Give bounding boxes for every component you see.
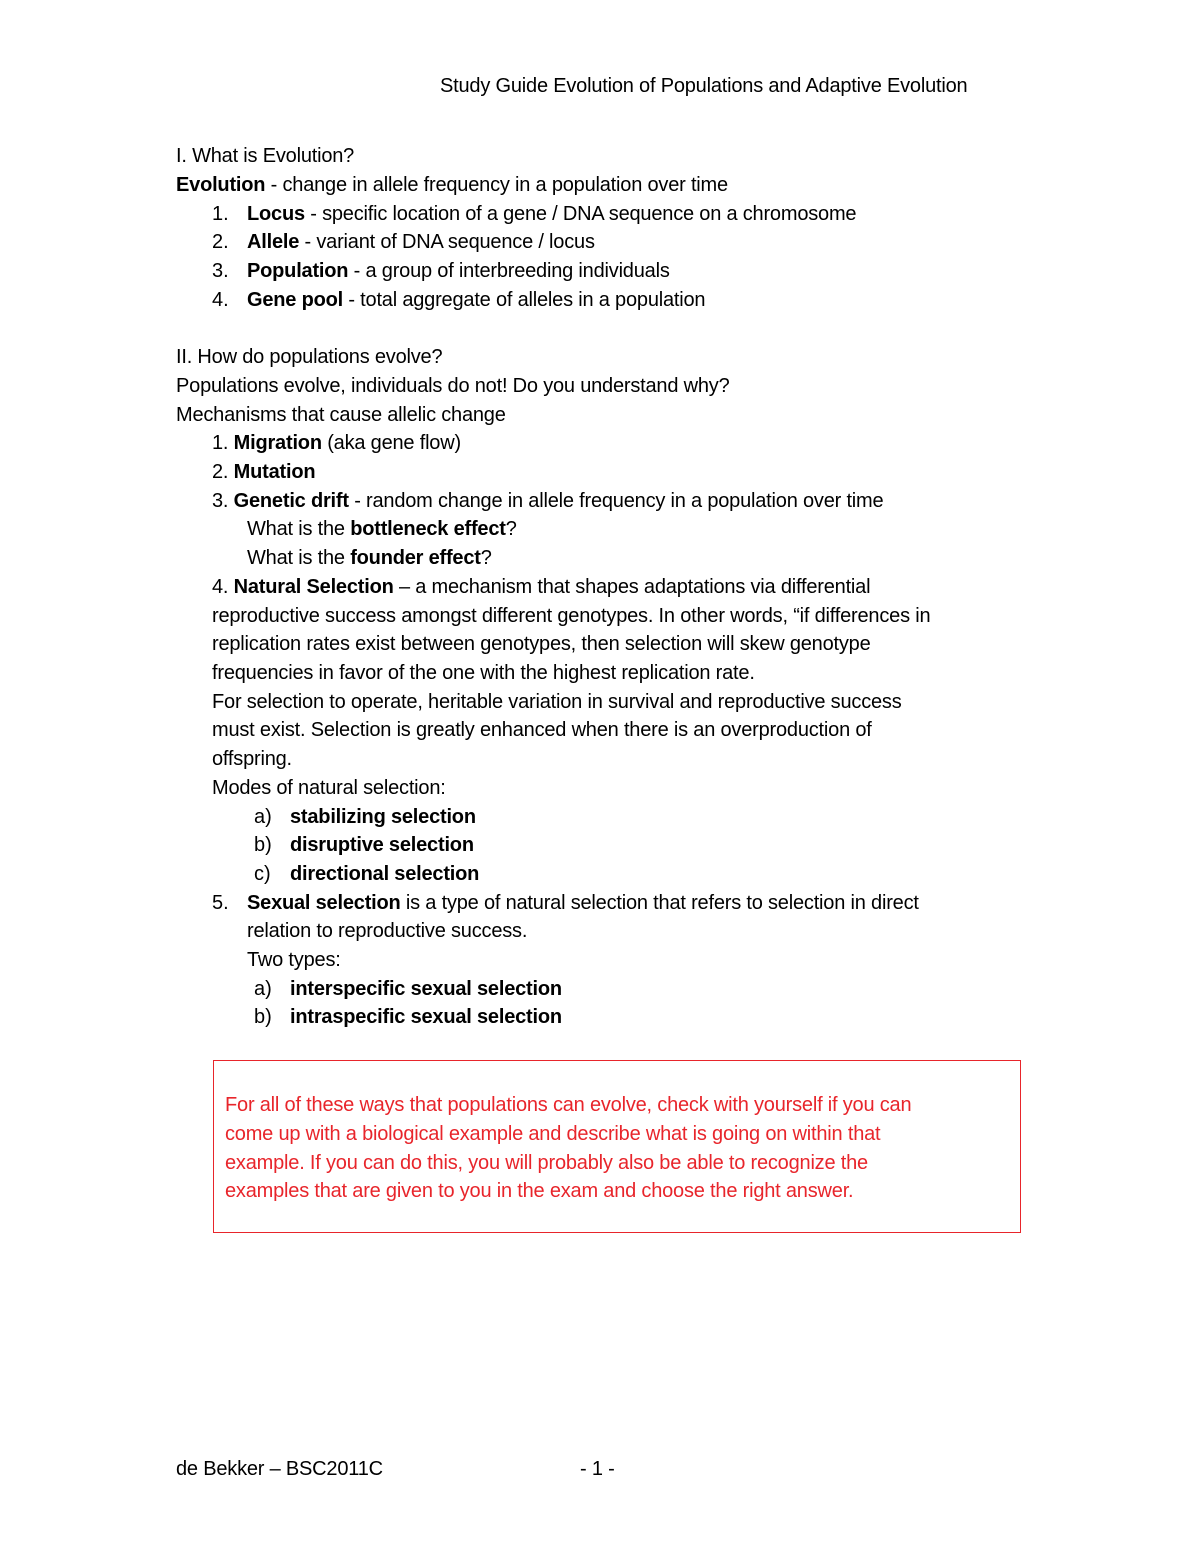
term: Sexual selection bbox=[247, 892, 401, 914]
natural-selection-text-5: For selection to operate, heritable variation in survival and reproductive success bbox=[212, 691, 902, 713]
definition: - total aggregate of alleles in a population bbox=[342, 289, 706, 311]
list-number: 2. bbox=[212, 231, 229, 253]
term: bottleneck effect bbox=[350, 518, 506, 540]
term: Gene pool bbox=[247, 289, 343, 311]
mechanism-mutation bbox=[212, 459, 315, 485]
callout-line-4: examples that are given to you in the exam and choose the right answer. bbox=[225, 1180, 854, 1202]
question-prefix: What is the bbox=[247, 547, 351, 569]
footer-author-course: de Bekker – BSC2011C bbox=[176, 1458, 383, 1480]
question-mark: ? bbox=[505, 518, 517, 540]
definition: is a type of natural selection that refers to selection in direct bbox=[400, 892, 919, 914]
natural-selection-text-6: must exist. Selection is greatly enhanced when there is an overproduction of bbox=[212, 719, 872, 741]
list-letter: c) bbox=[254, 863, 271, 885]
definition: – a mechanism that shapes adaptations via differential bbox=[393, 576, 871, 598]
list-number: 3. bbox=[212, 260, 229, 282]
term: stabilizing selection bbox=[290, 806, 476, 828]
term: Natural Selection bbox=[233, 576, 394, 598]
term: disruptive selection bbox=[290, 834, 474, 856]
natural-selection-text-3: replication rates exist between genotypes, then selection will skew genotype bbox=[212, 633, 871, 655]
list-letter: b) bbox=[254, 834, 272, 856]
type-intraspecific bbox=[290, 1004, 562, 1030]
list-number: 4. bbox=[212, 576, 234, 598]
evolution-definition bbox=[176, 172, 728, 198]
mechanism-migration bbox=[212, 430, 461, 456]
list-item-population bbox=[247, 258, 670, 284]
footer-page-number: - 1 - bbox=[580, 1458, 615, 1480]
callout-line-3: example. If you can do this, you will probably also be able to recognize the bbox=[225, 1152, 868, 1174]
list-number: 1. bbox=[212, 432, 234, 454]
definition: (aka gene flow) bbox=[321, 432, 461, 454]
mode-stabilizing bbox=[290, 804, 476, 830]
mode-directional bbox=[290, 861, 479, 887]
bottleneck-question bbox=[247, 516, 517, 542]
list-letter: a) bbox=[254, 806, 272, 828]
definition: - random change in allele frequency in a population over time bbox=[348, 490, 884, 512]
definition: - a group of interbreeding individuals bbox=[348, 260, 670, 282]
mechanism-sexual-selection bbox=[247, 890, 919, 916]
list-item-gene-pool bbox=[247, 287, 705, 313]
mode-disruptive bbox=[290, 832, 474, 858]
list-number: 5. bbox=[212, 892, 229, 914]
mechanism-natural-selection bbox=[212, 574, 870, 600]
term: Mutation bbox=[233, 461, 316, 483]
sexual-selection-text-2: relation to reproductive success. bbox=[247, 920, 528, 942]
list-number: 4. bbox=[212, 289, 229, 311]
list-item-allele bbox=[247, 229, 595, 255]
two-types-label: Two types: bbox=[247, 949, 341, 971]
list-number: 3. bbox=[212, 490, 234, 512]
section-2-heading: II. How do populations evolve? bbox=[176, 346, 443, 368]
page-header-title: Study Guide Evolution of Populations and Adaptive Evolution bbox=[440, 75, 968, 97]
section-2-line-2: Mechanisms that cause allelic change bbox=[176, 404, 506, 426]
type-interspecific bbox=[290, 976, 562, 1002]
term: directional selection bbox=[290, 863, 480, 885]
list-letter: b) bbox=[254, 1006, 272, 1028]
natural-selection-text-7: offspring. bbox=[212, 748, 292, 770]
natural-selection-text-2: reproductive success amongst different genotypes. In other words, “if differences in bbox=[212, 605, 931, 627]
list-number: 1. bbox=[212, 203, 229, 225]
term: intraspecific sexual selection bbox=[290, 1006, 562, 1028]
term: Allele bbox=[247, 231, 300, 253]
callout-line-1: For all of these ways that populations can evolve, check with yourself if you can bbox=[225, 1094, 912, 1116]
mechanism-genetic-drift bbox=[212, 488, 883, 514]
definition: - variant of DNA sequence / locus bbox=[299, 231, 595, 253]
term: founder effect bbox=[350, 547, 481, 569]
term: Population bbox=[247, 260, 349, 282]
evolution-term: Evolution bbox=[176, 174, 266, 196]
list-number: 2. bbox=[212, 461, 234, 483]
list-item-locus bbox=[247, 201, 856, 227]
definition: - specific location of a gene / DNA sequence on a chromosome bbox=[304, 203, 857, 225]
section-1-heading: I. What is Evolution? bbox=[176, 145, 355, 167]
callout-line-2: come up with a biological example and describe what is going on within that bbox=[225, 1123, 881, 1145]
section-2-line-1: Populations evolve, individuals do not! Do you understand why? bbox=[176, 375, 730, 397]
modes-label: Modes of natural selection: bbox=[212, 777, 446, 799]
question-prefix: What is the bbox=[247, 518, 351, 540]
founder-question bbox=[247, 545, 492, 571]
list-letter: a) bbox=[254, 978, 272, 1000]
question-mark: ? bbox=[480, 547, 492, 569]
term: Locus bbox=[247, 203, 305, 225]
term: Genetic drift bbox=[233, 490, 349, 512]
term: Migration bbox=[233, 432, 322, 454]
evolution-text: - change in allele frequency in a population over time bbox=[265, 174, 728, 196]
term: interspecific sexual selection bbox=[290, 978, 562, 1000]
natural-selection-text-4: frequencies in favor of the one with the highest replication rate. bbox=[212, 662, 755, 684]
